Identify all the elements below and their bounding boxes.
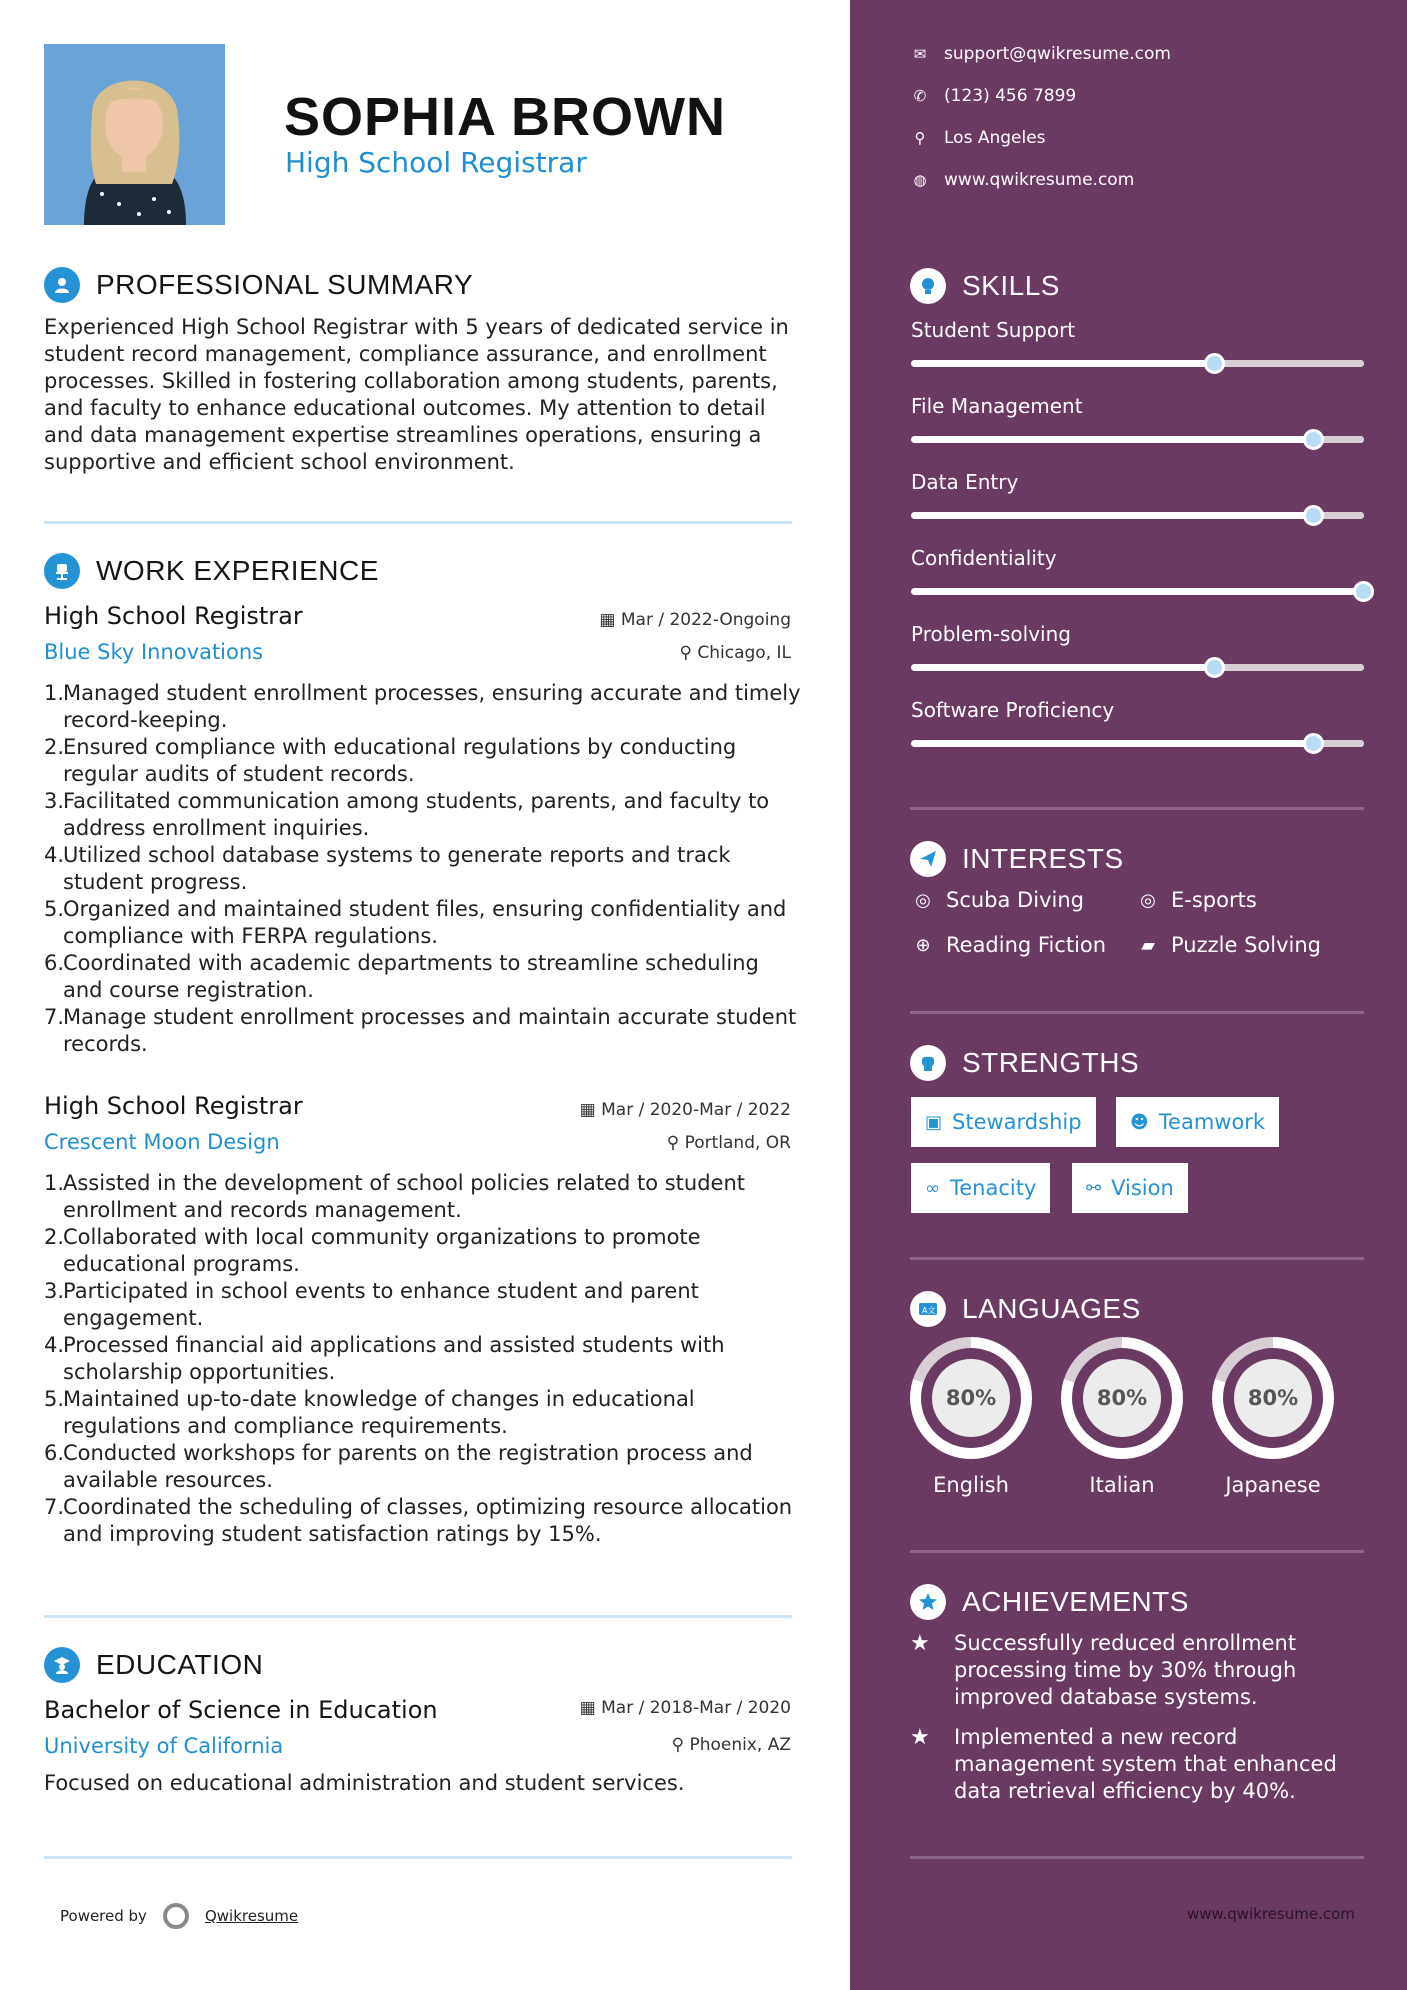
skill-label: Problem-solving	[911, 622, 1071, 646]
skill-label: Confidentiality	[911, 546, 1057, 570]
list-item: 2. Collaborated with local community organizations to promote educational programs.	[44, 1225, 701, 1276]
education-date: ▦ Mar / 2018-Mar / 2020	[579, 1698, 791, 1718]
skill-bar	[911, 664, 1364, 671]
language-item	[1061, 1337, 1183, 1497]
skill-label: Student Support	[911, 318, 1076, 342]
binoculars-icon: ⚯	[1086, 1177, 1102, 1199]
skill-label: Data Entry	[911, 470, 1019, 494]
skill-label: Software Proficiency	[911, 698, 1115, 722]
contact-location: ⚲ Los Angeles	[910, 128, 1046, 148]
language-item	[910, 1337, 1032, 1497]
skills-title: SKILLS	[962, 270, 1060, 301]
contact-website: ◍ www.qwikresume.com	[910, 170, 1134, 190]
skills-heading	[910, 268, 1060, 304]
list-item: 6. Conducted workshops for parents on the registration process and available resources.	[44, 1441, 753, 1492]
globe-icon: ◍	[913, 171, 927, 189]
calendar-icon: ▦	[599, 610, 621, 630]
language-name: Italian	[1089, 1473, 1155, 1497]
language-name: English	[933, 1473, 1009, 1497]
skill-bar	[911, 740, 1364, 747]
pin-icon: ⚲	[666, 1133, 685, 1153]
interest-item: ◎ E-sports	[1135, 888, 1257, 912]
list-item: 7. Manage student enrollment processes and maintain accurate student records.	[44, 1005, 797, 1056]
skill-bar-remaining	[1215, 360, 1364, 367]
skill-bar	[911, 436, 1364, 443]
interests-title: INTERESTS	[962, 843, 1124, 874]
interest-item: ◎ Scuba Diving	[910, 888, 1084, 912]
list-item: 3. Facilitated communication among students, parents, and faculty to address enrollment inquiries.	[44, 789, 770, 840]
job-date: ▦ Mar / 2022-Ongoing	[599, 610, 791, 630]
divider	[910, 1856, 1364, 1859]
strengths-title: STRENGTHS	[962, 1047, 1140, 1078]
brand-link[interactable]: Qwikresume	[204, 1907, 299, 1925]
skill-level-knob	[1204, 353, 1225, 374]
skill-bar	[911, 360, 1364, 367]
skill-level-knob	[1204, 657, 1225, 678]
job-bullets	[44, 680, 804, 1058]
job-location: ⚲ Chicago, IL	[679, 643, 791, 663]
sidebar	[850, 0, 1407, 1990]
education-title: EDUCATION	[96, 1649, 264, 1680]
languages-heading	[910, 1291, 1141, 1327]
divider	[910, 1550, 1364, 1553]
company-name: Blue Sky Innovations	[44, 640, 264, 664]
users-icon: ☻	[1130, 1111, 1149, 1133]
chair-icon	[44, 553, 80, 589]
strength-chip: ☻ Teamwork	[1116, 1097, 1279, 1147]
skill-level-knob	[1353, 581, 1374, 602]
translate-icon	[910, 1291, 946, 1327]
summary-title: PROFESSIONAL SUMMARY	[96, 269, 474, 300]
divider	[910, 807, 1364, 810]
skill-bar	[911, 588, 1364, 595]
language-progress-ring: 80%	[1212, 1337, 1334, 1459]
education-description: Focused on educational administration and student services.	[44, 1771, 685, 1795]
school-name: University of California	[44, 1734, 284, 1758]
fist-icon	[910, 1045, 946, 1081]
powered-by	[60, 1903, 298, 1929]
list-item: 3. Participated in school events to enhance student and parent engagement.	[44, 1279, 699, 1330]
powered-by-label: Powered by	[60, 1907, 147, 1925]
interest-item: ▰ Puzzle Solving	[1135, 933, 1321, 957]
skill-level-knob	[1303, 505, 1324, 526]
list-item: 1. Assisted in the development of school policies related to student enrollment and records management.	[44, 1171, 746, 1222]
pin-icon: ⚲	[679, 643, 698, 663]
contact-phone: ✆ (123) 456 7899	[910, 86, 1076, 106]
job-bullets	[44, 1170, 804, 1548]
contact-email: ✉ support@qwikresume.com	[910, 44, 1171, 64]
divider	[910, 1011, 1364, 1014]
list-item: 4. Utilized school database systems to generate reports and track student progress.	[44, 843, 731, 894]
language-progress-ring: 80%	[1061, 1337, 1183, 1459]
summary-text: Experienced High School Registrar with 5 years of dedicated service in student record management, compliance assurance, and enrollment processes. Skilled in fostering collaboration among students, parents, and faculty to enhance educational outcomes. My attention to detail and data management expertise streamlines operations, ensuring a supportive and efficient school environment.	[44, 315, 789, 474]
gamepad-icon: ⊕	[915, 934, 931, 956]
achievement-item: ★ Implemented a new record management system that enhanced data retrieval efficiency by 40%.	[910, 1725, 1337, 1803]
star-icon: ★	[910, 1631, 930, 1656]
lifebuoy-icon: ◎	[1140, 889, 1156, 911]
interest-item: ⊕ Reading Fiction	[910, 933, 1106, 957]
divider	[910, 1257, 1364, 1260]
company-name: Crescent Moon Design	[44, 1130, 280, 1154]
star-icon	[910, 1584, 946, 1620]
pin-icon: ⚲	[671, 1735, 690, 1755]
list-item: 1. Managed student enrollment processes, ensuring accurate and timely record-keeping.	[44, 681, 801, 732]
skill-bar-remaining	[1215, 664, 1364, 671]
skill-level-knob	[1303, 733, 1324, 754]
divider	[44, 1615, 792, 1618]
job-title: High School Registrar	[44, 602, 303, 630]
list-item: 5. Maintained up-to-date knowledge of changes in educational regulations and compliance requirements.	[44, 1387, 695, 1438]
work-title: WORK EXPERIENCE	[96, 555, 379, 586]
phone-icon: ✆	[913, 87, 927, 105]
list-item: 6. Coordinated with academic departments to streamline scheduling and course registration.	[44, 951, 759, 1002]
skill-level-knob	[1303, 429, 1324, 450]
link-icon: ∞	[925, 1177, 940, 1199]
lightbulb-icon	[910, 268, 946, 304]
achievements-title: ACHIEVEMENTS	[962, 1586, 1189, 1617]
job-title: High School Registrar	[44, 1092, 303, 1120]
work-heading	[44, 553, 379, 589]
job-location: ⚲ Portland, OR	[666, 1133, 791, 1153]
summary-heading	[44, 267, 473, 303]
education-heading	[44, 1647, 263, 1683]
lifebuoy-icon: ◎	[915, 889, 931, 911]
strength-chip: ∞ Tenacity	[911, 1163, 1050, 1213]
achievements-heading	[910, 1584, 1189, 1620]
job-date: ▦ Mar / 2020-Mar / 2022	[579, 1100, 791, 1120]
footer-website[interactable]: www.qwikresume.com	[1187, 1905, 1355, 1923]
calendar-icon: ▦	[579, 1100, 602, 1120]
interests-heading	[910, 841, 1124, 877]
list-item: 2. Ensured compliance with educational regulations by conducting regular audits of student records.	[44, 735, 737, 786]
map-pin-icon: ⚲	[914, 129, 926, 147]
qwikresume-logo-icon	[163, 1903, 189, 1929]
list-item: 5. Organized and maintained student files, ensuring confidentiality and compliance with FERPA regulations.	[44, 897, 787, 948]
language-item	[1212, 1337, 1334, 1497]
skill-label: File Management	[911, 394, 1083, 418]
svg-text:A文: A文	[922, 1306, 936, 1315]
star-icon: ★	[910, 1725, 930, 1750]
paper-plane-icon	[910, 841, 946, 877]
list-item: 4. Processed financial aid applications and assisted students with scholarship opportunities.	[44, 1333, 725, 1384]
strength-chip: ⚯ Vision	[1072, 1163, 1188, 1213]
languages-title: LANGUAGES	[962, 1293, 1141, 1324]
candidate-name: SOPHIA BROWN	[284, 87, 726, 147]
divider	[44, 1856, 792, 1859]
list-item: 7. Coordinated the scheduling of classes, optimizing resource allocation and improving student satisfaction ratings by 15%.	[44, 1495, 793, 1546]
user-icon	[44, 267, 80, 303]
envelope-icon: ✉	[913, 45, 927, 63]
language-name: Japanese	[1225, 1473, 1321, 1497]
briefcase-icon: ▣	[925, 1111, 943, 1133]
education-location: ⚲ Phoenix, AZ	[671, 1735, 791, 1755]
strength-chip: ▣ Stewardship	[911, 1097, 1096, 1147]
skill-bar	[911, 512, 1364, 519]
divider	[44, 521, 792, 524]
calendar-icon: ▦	[579, 1698, 602, 1718]
graduate-icon	[44, 1647, 80, 1683]
profile-photo	[44, 44, 225, 225]
achievement-item: ★ Successfully reduced enrollment processing time by 30% through improved database systems.	[910, 1631, 1297, 1709]
candidate-role: High School Registrar	[285, 146, 587, 179]
degree: Bachelor of Science in Education	[44, 1696, 438, 1724]
language-progress-ring: 80%	[910, 1337, 1032, 1459]
strengths-heading	[910, 1045, 1139, 1081]
book-icon: ▰	[1141, 934, 1155, 956]
